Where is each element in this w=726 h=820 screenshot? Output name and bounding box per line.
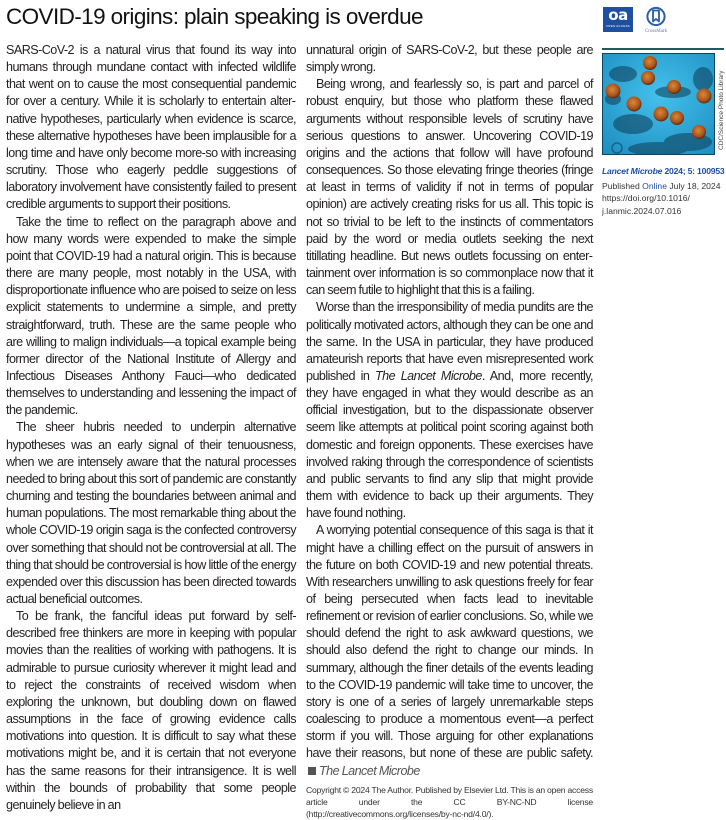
paragraph-text: A worrying potential consequence of this saga is that it might have a chilling effect on the pursuit of answers in the future on both COVID-19 and new potential threats. With researchers unwilling to ask questions freely for fear of being persecuted when facts lead to inevitable refinement or revision of earlier conclusions. So, while we should defend the right to ask awkward questions, we should also defend the right to change our minds. In summary, although the finer details of the events leading to the COVID-19 pandemic will take time to uncover, the story is one of a series of largely unremarkable steps coalescing to produce a momentous event—a perfect storm if you will. Those arguing for other explanations have their reasons, but none of these are public safety. bbox=[306, 523, 593, 761]
journal-name: Lancet Microbe bbox=[602, 166, 663, 176]
sidebar-divider bbox=[602, 48, 724, 50]
virus-particle bbox=[654, 107, 669, 122]
published-prefix: Published bbox=[602, 181, 643, 192]
open-access-icon[interactable] bbox=[603, 7, 633, 32]
virus-particle bbox=[643, 56, 657, 70]
crossmark-label: CrossMark bbox=[644, 29, 668, 34]
crossmark-icon bbox=[646, 6, 666, 28]
paragraph: To be frank, the fanciful ideas put forward by self-described free thinkers are more in keeping with popular movies than the realities of working with pathogens. It is admirable to pursue curiosity wherever it might lead and to reject the constraints of received wisdom when exploring the unknown, but doubling down on flawed assumptions in the face of growing evidence calls motivations into question. It is difficult to say what these motivations might be, and it is certain that not everyone has the same reasons for their intransigence. It is well within the bounds of probability that some people genuinely believe in an bbox=[6, 609, 296, 812]
body-column-middle bbox=[306, 42, 593, 820]
virus-particle bbox=[667, 80, 681, 94]
doi-line-1[interactable]: https://doi.org/10.1016/ bbox=[602, 193, 690, 204]
article-metadata bbox=[602, 165, 726, 217]
published-date bbox=[602, 180, 726, 192]
paragraph-text: . And, more recently, they have engaged in what they would describe as an official investigation, but to the dispassionate observer seem like attempts at political point scoring against both domestic and foreign opponents. These exercises have involved raking through the correspondence of scientists and public servants to find any slip that might provide them with evidence to back up their arguments. They have found nothing. bbox=[306, 368, 593, 521]
end-mark-icon bbox=[308, 767, 316, 775]
journal-citation bbox=[602, 165, 726, 177]
paragraph: The sheer hubris needed to underpin alternative hypotheses was an early signal of their tenuousness, when we are intensely aware that the natural processes needed to bring about this sort of pandemic are constantly churning and testing the boundaries between animal and human populations. The most remarkable thing about the whole COVID-19 origin saga is the confected controversy over something that should not be controversial at all. The thing that should be controversial is how little of the energy expended over this discussion has been directed towards actual beneficial outcomes. bbox=[6, 420, 296, 606]
virus-micrograph-image bbox=[602, 53, 715, 155]
citation-volume: 2024; 5: 100953 bbox=[662, 166, 725, 176]
crossmark-badge[interactable] bbox=[643, 6, 669, 36]
virus-particle bbox=[606, 84, 621, 99]
article-title: COVID-19 origins: plain speaking is overdue bbox=[6, 4, 423, 29]
body-column-left bbox=[6, 42, 296, 814]
paragraph: Being wrong, and fearlessly so, is part and parcel of robust enquiry, but those who platform these flawed arguments without responsible levels of scrutiny have serious questions to answer. Uncovering COVID-19 origins and the actions that follow will have profound consequences. So those elevating fringe theories (fringe at least in terms of validity if not in terms of popular opinion) are actively creating risks for us all. This topic is not so trivial to be left to the instincts of commentators paid by the word or media outlets seeking the next titillating headline. But news outlets focussing on entertainment over information is so commonplace now that it can seem futile to highlight that this is a failing. bbox=[306, 77, 593, 298]
journal-reference: The Lancet Microbe bbox=[375, 368, 482, 383]
published-date-value: July 18, 2024 bbox=[666, 181, 721, 192]
virus-particle bbox=[627, 97, 642, 112]
virus-particle bbox=[641, 71, 655, 85]
published-online-label: Online bbox=[642, 181, 667, 192]
paragraph-continuation: unnatural origin of SARS-CoV-2, but these people are simply wrong. bbox=[306, 43, 593, 75]
virus-particle bbox=[692, 125, 706, 139]
paragraph: Take the time to reflect on the paragraph above and how many words were expended to make the simple point that COVID-19 had a natural origin. This is because there are many people, most notably in the USA, with disproportionate influence who are poised to seize on less explicit statements to undermine a simple, and pretty straightforward, truth. These are the same people who are willing to malign individuals—a topical example being former director of the National Institute of Allergy and Infectious Diseases Anthony Fauci—who dedicated themselves to understanding and lessening the impact of the pandemic. bbox=[6, 214, 296, 418]
virus-particle bbox=[670, 111, 684, 125]
paragraph-text: Worse than the irresponsibility of media pundits are the politically motivated actors, although they can be one and the same. In the USA in particular, they have produced amateurish reports that have even misrepresented work published in bbox=[306, 300, 593, 383]
open-access-sublabel: OPEN ACCESS bbox=[606, 24, 630, 28]
signoff: The Lancet Microbe bbox=[319, 763, 420, 778]
micrograph-illustration bbox=[603, 54, 715, 155]
doi-line-2[interactable]: j.lanmic.2024.07.016 bbox=[602, 205, 682, 216]
paragraph: SARS-CoV-2 is a natural virus that found its way into humans through mundane contact with infected wildlife that went on to cause the most consequential pandemic for over a century. While it is scholarly to entertain alternative hypotheses, particularly when evidence is scarce, these alternative hypotheses have been implausible for a long time and have only become more-so with increasing scrutiny. Those who eagerly peddle suggestions of laboratory involvement have consistently failed to present credible arguments to support their positions. bbox=[6, 43, 296, 212]
image-credit: CDC/Science Photo Library bbox=[718, 70, 725, 150]
open-access-label: oa bbox=[608, 6, 628, 24]
copyright-notice: Copyright © 2024 The Author. Published by Elsevier Ltd. This is an open access article under the CC BY-NC-ND license (http://creativecommons.org/licenses/by-nc-nd/4.0/). bbox=[306, 784, 593, 819]
doi-link[interactable] bbox=[602, 192, 726, 216]
paragraph bbox=[306, 522, 593, 779]
virus-particle bbox=[697, 89, 712, 104]
paragraph bbox=[306, 299, 593, 522]
